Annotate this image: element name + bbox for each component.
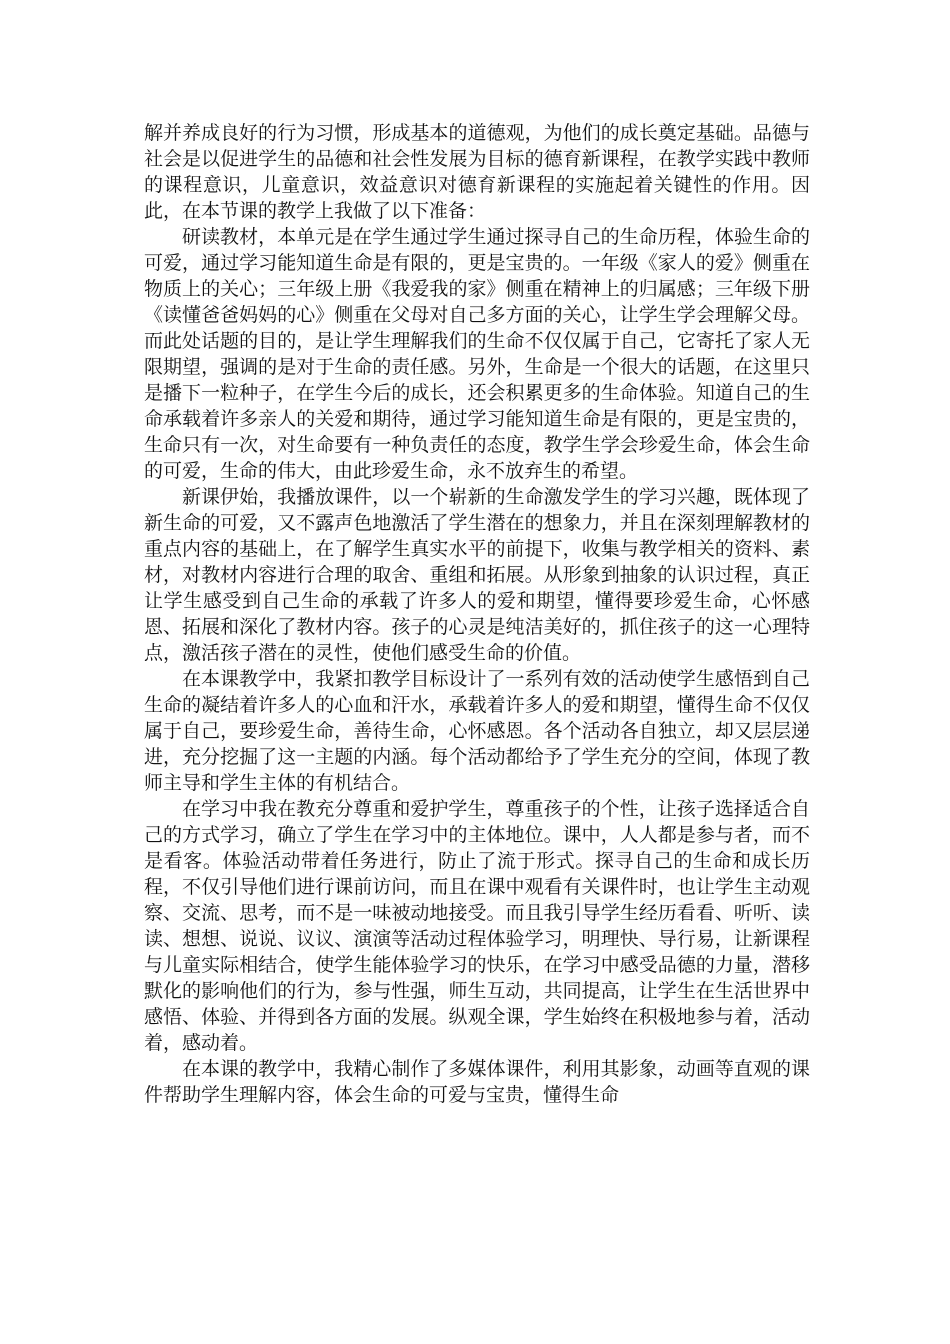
paragraph-3: 新课伊始，我播放课件，以一个崭新的生命激发学生的学习兴趣，既体现了新生命的可爱，又不露声色地激活了学生潜在的想象力，并且在深刻理解教材的重点内容的基础上，在了解学生真实水平的前提下，收集与教学相关的资料、素材，对教材内容进行合理的取舍、重组和拓展。从形象到抽象的认识过程，真正让学生感受到自己生命的承载了许多人的爱和期望，懂得要珍爱生命，心怀感恩、拓展和深化了教材内容。孩子的心灵是纯洁美好的，抓住孩子的这一心理特点，激活孩子潜在的灵性，使他们感受生命的价值。 (144, 486, 810, 664)
paragraph-5: 在学习中我在教充分尊重和爱护学生，尊重孩子的个性，让孩子选择适合自己的方式学习，确立了学生在学习中的主体地位。课中，人人都是参与者，而不是看客。体验活动带着任务进行，防止了流于形式。探寻自己的生命和成长历程，不仅引导他们进行课前访问，而且在课中观看有关课件时，也让学生主动观察、交流、思考，而不是一味被动地接受。而且我引导学生经历看看、听听、读读、想想、说说、议议、演演等活动过程体验学习，明理快、导行易，让新课程与儿童实际相结合，使学生能体验学习的快乐，在学习中感受品德的力量，潜移默化的影响他们的行为，参与性强，师生互动，共同提高，让学生在生活世界中感悟、体验、并得到各方面的发展。纵观全课，学生始终在积极地参与着，活动着，感动着。 (144, 798, 810, 1054)
paragraph-2: 研读教材，本单元是在学生通过学生通过探寻自己的生命历程，体验生命的可爱，通过学习能知道生命是有限的，更是宝贵的。一年级《家人的爱》侧重在物质上的关心；三年级上册《我爱我的家》侧重在精神上的归属感；三年级下册《读懂爸爸妈妈的心》侧重在父母对自己多方面的关心，让学生学会理解父母。而此处话题的目的，是让学生理解我们的生命不仅仅属于自己，它寄托了家人无限期望，强调的是对于生命的责任感。另外，生命是一个很大的话题，在这里只是播下一粒种子，在学生今后的成长，还会积累更多的生命体验。知道自己的生命承载着许多亲人的关爱和期待，通过学习能知道生命是有限的，更是宝贵的，生命只有一次，对生命要有一种负责任的态度，教学生学会珍爱生命，体会生命的可爱，生命的伟大，由此珍爱生命，永不放弃生的希望。 (144, 226, 810, 482)
paragraph-6: 在本课的教学中，我精心制作了多媒体课件，利用其影象，动画等直观的课件帮助学生理解内容，体会生命的可爱与宝贵，懂得生命 (144, 1058, 810, 1106)
paragraph-1: 解并养成良好的行为习惯，形成基本的道德观，为他们的成长奠定基础。品德与社会是以促进学生的品德和社会性发展为目标的德育新课程，在教学实践中教师的课程意识，儿童意识，效益意识对德育新课程的实施起着关键性的作用。因此，在本节课的教学上我做了以下准备： (144, 122, 810, 222)
document-body (144, 120, 810, 1108)
paragraph-4: 在本课教学中，我紧扣教学目标设计了一系列有效的活动使学生感悟到自己生命的凝结着许多人的心血和汗水，承载着许多人的爱和期望，懂得生命不仅仅属于自己，要珍爱生命，善待生命，心怀感恩。各个活动各自独立，却又层层递进，充分挖掘了这一主题的内涵。每个活动都给予了学生充分的空间，体现了教师主导和学生主体的有机结合。 (144, 668, 810, 794)
